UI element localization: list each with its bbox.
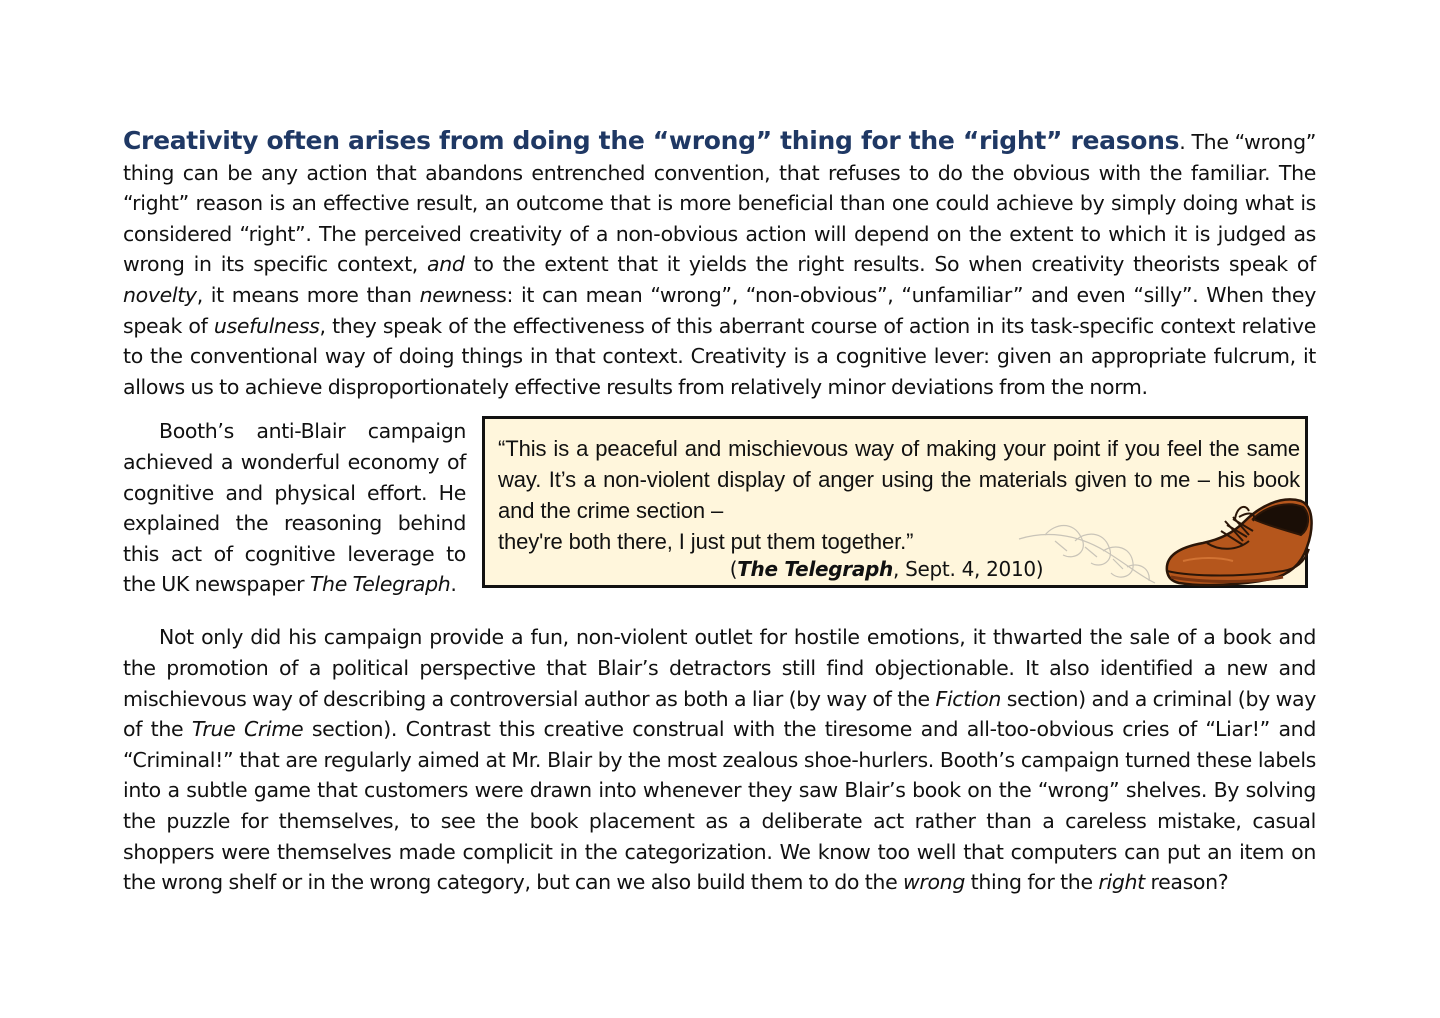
middle-section [123, 416, 1316, 622]
text-run: . [450, 572, 457, 597]
italic-run: Fiction [935, 686, 1002, 711]
italic-run: new [419, 282, 461, 307]
italic-run: and [427, 252, 465, 277]
text-run: . The “wrong” thing can be any action that abandons entrenched convention, that refuses to do the obvious with the familiar. The “right” reason is an effective result, an outcome that is more beneficial than one could achieve by simply doing what is considered “right”. The perceived creativity of a non-obvious action will depend on the extent to which it is judged as wrong in its specific context, [123, 130, 1316, 277]
text-run: Booth’s anti-Blair campaign achieved a wonderful economy of cognitive and physical effort. He explained the reasoning behind this act of cognitive leverage to the UK newspaper [123, 419, 466, 597]
text-run: section). Contrast this creative construal with the tiresome and all-too-obvious cries of “Liar!” and “Criminal!” that are regularly aimed at Mr. Blair by the most zealous shoe-hurlers. Booth’s campaign turned these labels into a subtle game that customers were drawn into whenever they saw Blair’s book on the “wrong” shelves. By solving the puzzle for themselves, to see the book placement as a deliberate act rather than a careless mistake, casual shoppers were themselves made complicit in the categorization. We know too well that computers can put an item on the wrong shelf or in the wrong category, but can we also build them to do the [123, 717, 1316, 895]
italic-run: The Telegraph [309, 572, 451, 597]
text-run: ( [729, 557, 738, 582]
text-run: , it means more than [196, 282, 420, 307]
italic-run: True Crime [191, 717, 304, 742]
quote-source [485, 557, 1288, 581]
italic-run: novelty [123, 282, 197, 307]
quote-line: they're both there, I just put them together.” [498, 529, 914, 555]
sidebar-paragraph [123, 416, 466, 600]
italic-run: usefulness [213, 313, 320, 338]
text-run: , they speak of the effectiveness of this aberrant course of action in its task-specific context relative to the conventional way of doing things in that context. Creativity is a cognitive lever: given an appropriate fulcrum, it allows us to achieve disproportionately effective results from relatively minor deviations from the norm. [123, 313, 1316, 399]
paragraph-intro [123, 126, 1316, 402]
italic-run: wrong [903, 870, 965, 895]
lead-heading: Creativity often arises from doing the “wrong” thing for the “right” reasons [123, 126, 1180, 155]
text-run: reason? [1144, 870, 1229, 895]
text-run: section) and a criminal (by way of the [123, 686, 1316, 742]
quote-line: “This is a peaceful and mischievous way of making your point if you feel the same way. It’s a non-violent display of anger using the materials given to me – his book and the crime section – [498, 436, 1300, 524]
source-title: The Telegraph [737, 557, 893, 582]
text-run: to the extent that it yields the right results. So when creativity theorists speak of [464, 252, 1316, 277]
document-page [123, 126, 1316, 898]
text-run: , Sept. 4, 2010) [893, 557, 1044, 582]
italic-run: right [1098, 870, 1145, 895]
paragraph-conclusion [123, 622, 1316, 897]
text-run: ness: it can mean “wrong”, “non-obvious”, “unfamiliar” and even “silly”. When they speak of [123, 282, 1316, 338]
text-run: Not only did his campaign provide a fun, non-violent outlet for hostile emotions, it thwarted the sale of a book and the promotion of a political perspective that Blair’s detractors still find objectionable. It also identified a new and mischievous way of describing a controversial author as both a liar (by way of the [123, 625, 1316, 711]
text-run: thing for the [965, 870, 1099, 895]
quote-box [482, 416, 1308, 588]
